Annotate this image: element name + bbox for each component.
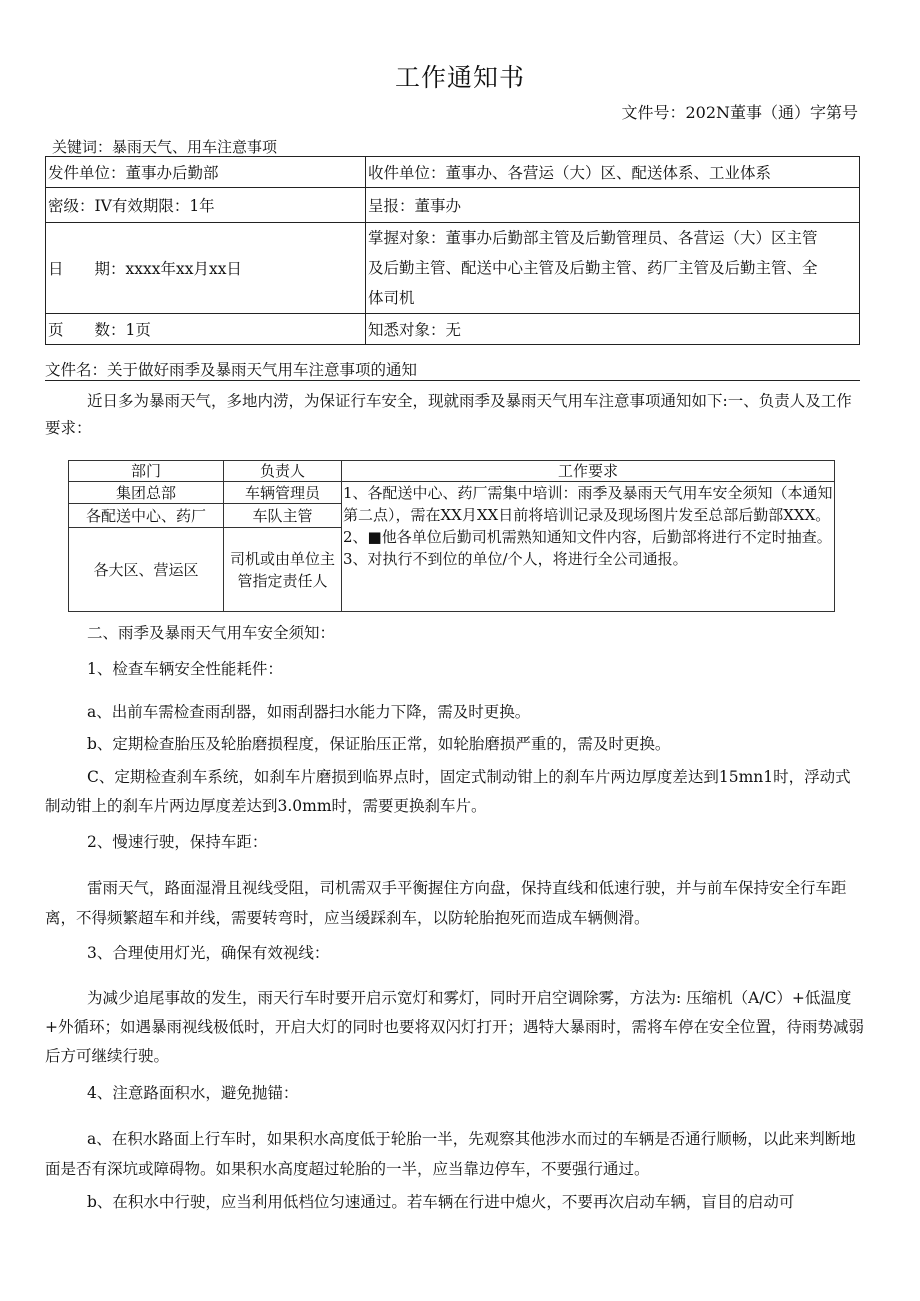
date-field: 日 期：xxxx年xx月xx日	[46, 223, 366, 314]
person-cell: 司机或由单位主管指定责任人	[224, 528, 342, 612]
intro-paragraph: 近日多为暴雨天气，多地内涝，为保证行车安全，现就雨季及暴雨天气用车注意事项通知如下:一、负责人及工作要求：	[45, 392, 852, 437]
item-4a: a、在积水路面上行车时，如果积水高度低于轮胎一半，先观察其他涉水而过的车辆是否通行顺畅，以此来判断地面是否有深坑或障碍物。如果积水高度超过轮胎的一半，应当靠边停车，不要强行通过。	[45, 1130, 856, 1178]
sender-unit: 发件单位：董事办后勤部	[46, 157, 366, 188]
divider	[45, 380, 860, 381]
item-1c: C、定期检查刹车系统，如刹车片磨损到临界点时，固定式制动钳上的刹车片两边厚度差达到15mn1时，浮动式制动钳上的刹车片两边厚度差达到3.0mm时，需要更换刹车片。	[45, 768, 851, 815]
header-dept: 部门	[69, 461, 224, 482]
header-requirements: 工作要求	[342, 461, 835, 482]
item-1-heading: 1、检查车辆安全性能耗件：	[87, 660, 283, 678]
requirement-1: 1、各配送中心、药厂需集中培训：雨季及暴雨天气用车安全须知（本通知第二点），需在XX月XX日前将培训记录及现场图片发至总部后勤部XXX。	[343, 484, 833, 524]
keywords: 关键词：暴雨天气、用车注意事项	[52, 138, 278, 156]
requirement-3: 3、对执行不到位的单位/个人，将进行全公司通报。	[343, 550, 688, 568]
item-2-heading: 2、慢速行驶，保持车距：	[87, 833, 268, 851]
receiver-unit: 收件单位：董事办、各营运（大）区、配送体系、工业体系	[366, 157, 860, 188]
master-targets: 掌握对象：董事办后勤部主管及后勤管理员、各营运（大）区主管及后勤主管、配送中心主管及后勤主管、药厂主管及后勤主管、全体司机	[366, 223, 860, 314]
security-level: 密级：IV有效期限：1年	[46, 188, 366, 223]
dept-cell: 各配送中心、药厂	[69, 504, 224, 528]
header-person: 负责人	[224, 461, 342, 482]
item-3-heading: 3、合理使用灯光，确保有效视线：	[87, 944, 330, 962]
header-info-table	[45, 156, 860, 345]
item-3-text: 为减少追尾事故的发生，雨天行车时要开启示宽灯和雾灯，同时开启空调除雾，方法为: 压缩机（A/C）+低温度+外循环；如遇暴雨视线极低时，开启大灯的同时也要将双闪灯打开；遇特大暴雨时，需将车停在安全位置，待雨势减弱后方可继续行驶。	[45, 989, 864, 1065]
requirement-2: 2、■他各单位后勤司机需熟知通知文件内容，后勤部将进行不定时抽查。	[343, 528, 832, 546]
dept-cell: 各大区、营运区	[69, 528, 224, 612]
page-count: 页 数：1页	[46, 314, 366, 345]
file-name: 文件名：关于做好雨季及暴雨天气用车注意事项的通知	[45, 361, 418, 379]
aware-targets: 知悉对象：无	[366, 314, 860, 345]
item-1a: a、出前车需检查雨刮器，如雨刮器扫水能力下降，需及时更换。	[87, 703, 531, 721]
report-to: 呈报：董事办	[366, 188, 860, 223]
document-number: 文件号：202N董事（通）字第号	[621, 103, 858, 122]
responsibility-table	[68, 460, 835, 612]
person-cell: 车队主管	[224, 504, 342, 528]
page-title: 工作通知书	[394, 63, 525, 92]
section-2-title: 二、雨季及暴雨天气用车安全须知：	[87, 624, 336, 642]
requirements-cell	[342, 482, 835, 612]
dept-cell: 集团总部	[69, 482, 224, 504]
item-4b: b、在积水中行驶，应当利用低档位匀速通过。若车辆在行进中熄火，不要再次启动车辆，盲目的启动可	[87, 1193, 795, 1211]
person-cell: 车辆管理员	[224, 482, 342, 504]
item-2-text: 雷雨天气，路面湿滑且视线受阻，司机需双手平衡握住方向盘，保持直线和低速行驶，并与前车保持安全行车距离，不得频繁超车和并线，需要转弯时，应当缓踩刹车，以防轮胎抱死而造成车辆侧滑。	[45, 879, 847, 927]
item-1b: b、定期检查胎压及轮胎磨损程度，保证胎压正常，如轮胎磨损严重的，需及时更换。	[87, 735, 671, 753]
item-4-heading: 4、注意路面积水，避免抛锚：	[87, 1084, 299, 1102]
